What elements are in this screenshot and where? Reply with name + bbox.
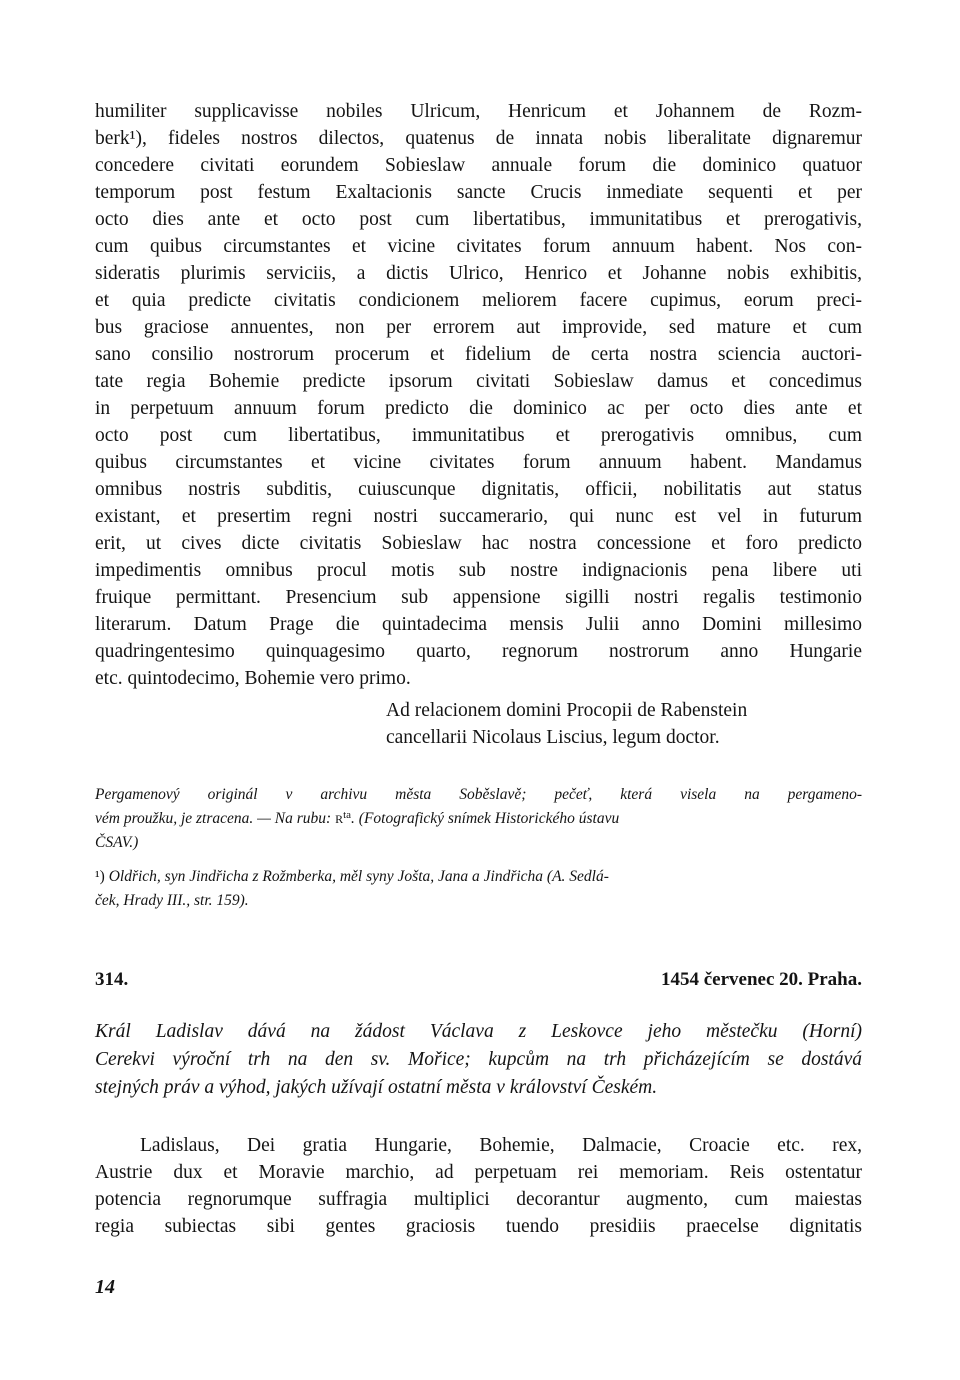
text-line: et quia predicte civitatis condicionem meliorem facere cupimus, eorum preci- — [95, 290, 862, 311]
text-line: quibus circumstantes et vicine civitates forum annuum habent. Mandamus — [95, 452, 862, 473]
regest-line: stejných práv a výhod, jakých užívají ostatní města v království Českém. — [95, 1077, 658, 1098]
text-line: literarum. Datum Prage die quintadecima mensis Julii anno Domini millesimo — [95, 614, 862, 635]
text-line: quadringentesimo quinquagesimo quarto, regnorum nostrorum anno Hungarie — [95, 641, 862, 662]
text-line: octo post cum libertatibus, immunitatibus et prerogativis omnibus, cum — [95, 425, 862, 446]
text-line: tate regia Bohemie predicte ipsorum civitati Sobieslaw damus et concedimus — [95, 371, 862, 392]
signature-line: cancellarii Nicolaus Liscius, legum doctor. — [386, 727, 720, 748]
text-line: concedere civitati eorundem Sobieslaw annuale forum die dominico quatuor — [95, 155, 862, 176]
document-date: 1454 červenec 20. Praha. — [660, 969, 862, 990]
text-line: octo dies ante et octo post cum libertatibus, immunitatibus et prerogativis, — [95, 209, 862, 230]
text-line: erit, ut cives dicte civitatis Sobieslaw hac nostra concessione et foro predicto — [95, 533, 862, 554]
text-line: etc. quintodecimo, Bohemie vero primo. — [95, 668, 411, 689]
page-number: 14 — [95, 1276, 115, 1298]
text-line: cum quibus circumstantes et vicine civitates forum annuum habent. Nos con- — [95, 236, 862, 257]
text-line: sideratis plurimis serviciis, a dictis Ulrico, Henrico et Johanne nobis exhibitis, — [95, 263, 862, 284]
text-line: berk¹), fideles nostros dilectos, quatenus de innata nobis liberalitate dignaremur — [95, 128, 862, 149]
source-note-line: ČSAV.) — [95, 834, 139, 851]
text-line: omnibus nostris subditis, cuiuscunque dignitatis, officii, nobilitatis aut status — [95, 479, 862, 500]
document-number: 314. — [95, 969, 129, 990]
text-line: Ladislaus, Dei gratia Hungarie, Bohemie, Dalmacie, Croacie etc. rex, — [140, 1135, 862, 1156]
text-line: sano consilio nostrorum procerum et fidelium de certa nostra sciencia auctori- — [95, 344, 862, 365]
regest-line: Cerekvi výroční trh na den sv. Mořice; kupcům na trh přicházejícím se dostává — [95, 1049, 862, 1070]
text-line: temporum post festum Exaltacionis sancte Crucis inmediate sequenti et per — [95, 182, 862, 203]
text-line: regia subiectas sibi gentes graciosis tuendo presidiis praecelse dignitatis — [95, 1216, 862, 1237]
source-note-line: vém proužku, je ztracena. — Na rubu: $R^{ta}$. (Fotografický snímek Historického ústavu — [95, 809, 620, 827]
text-line: fruique permittant. Presencium sub appensione sigilli nostri regalis testimonio — [95, 587, 862, 608]
text-line: bus graciose annuentes, non per errorem aut improvide, sed mature et cum — [95, 317, 862, 338]
footnote-marker: ¹) — [95, 868, 105, 885]
text-line: in perpetuum annuum forum predicto die dominico ac per octo dies ante et — [95, 398, 862, 419]
regest-line: Král Ladislav dává na žádost Václava z Leskovce jeho městečku (Horní) — [95, 1021, 862, 1042]
text-line: Austrie dux et Moravie marchio, ad perpetuam rei memoriam. Reis ostentatur — [95, 1162, 862, 1183]
text-line: humiliter supplicavisse nobiles Ulricum, Henricum et Johannem de Rozm- — [95, 101, 862, 122]
text-line: impedimentis omnibus procul motis sub nostre indignacionis pena libere uti — [95, 560, 862, 581]
footnote-line: ¹) Oldřich, syn Jindřicha z Rožmberka, měl syny Jošta, Jana a Jindřicha (A. Sedlá- — [95, 868, 609, 885]
text-line: existant, et presertim regni nostri succamerario, qui nunc est vel in futurum — [95, 506, 862, 527]
text-line: potencia regnorumque suffragia multiplici decorantur augmento, cum maiestas — [95, 1189, 862, 1210]
footnote-line: ček, Hrady III., str. 159). — [95, 892, 249, 909]
signature-line: Ad relacionem domini Procopii de Rabenstein — [386, 700, 748, 721]
dorsal-mark: $R^{ta}$ — [335, 809, 352, 826]
source-note-line: Pergamenový originál v archivu města Soběslavě; pečeť, která visela na pergameno- — [95, 786, 862, 803]
